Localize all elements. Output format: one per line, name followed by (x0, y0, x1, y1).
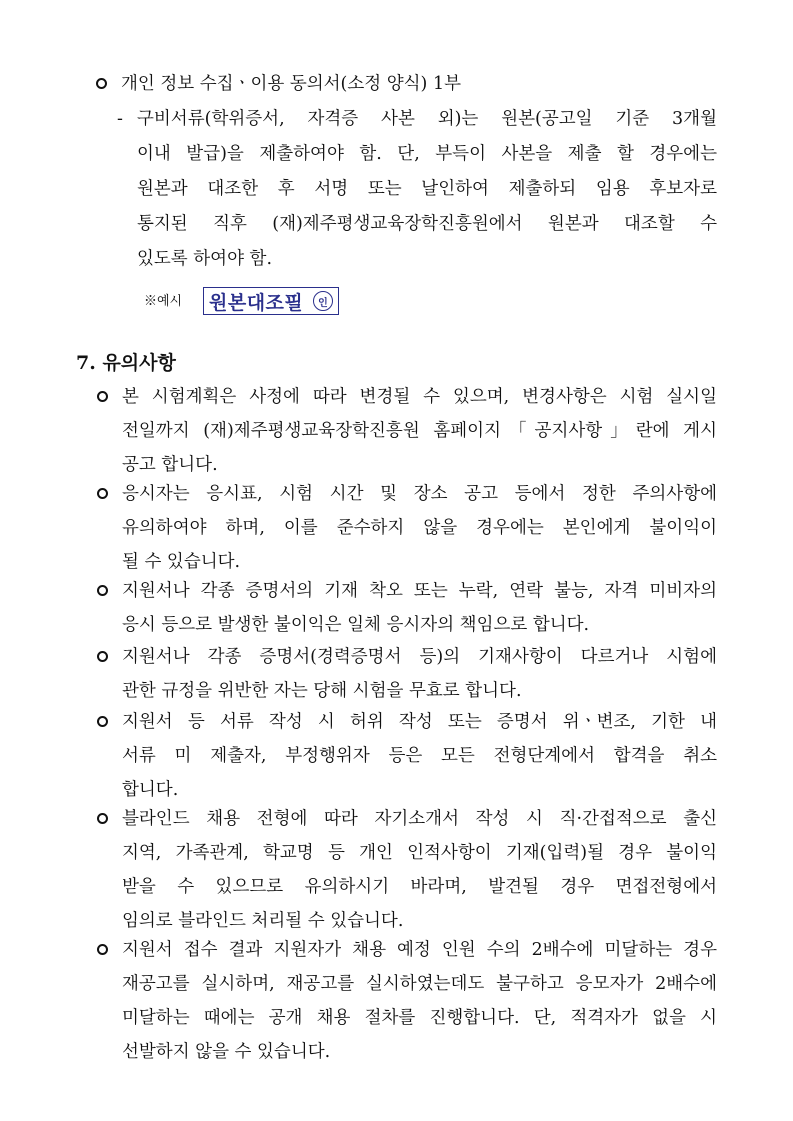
notice-6-line-2: 지역, 가족관계, 학교명 등 개인 인적사항이 기재(입력)될 경우 불이익 (122, 843, 717, 863)
dash-marker: - (117, 109, 123, 129)
hollow-bullet-icon (97, 585, 108, 596)
notice-5-line-3: 합니다. (122, 780, 179, 800)
notice-3-line-2: 응시 등으로 발생한 불이익은 일체 응시자의 책임으로 합니다. (122, 615, 590, 635)
notice-6-line-3: 받을 수 있으므로 유의하시기 바라며, 발견될 경우 면접전형에서 (122, 877, 717, 897)
section-heading: 7. 유의사항 (76, 352, 176, 374)
notice-2-line-2: 유의하여야 하며, 이를 준수하지 않을 경우에는 본인에게 불이익이 (122, 518, 717, 538)
notice-5-line-1: 지원서 등 서류 작성 시 허위 작성 또는 증명서 위ㆍ변조, 기한 내 (122, 712, 717, 732)
notice-3-line-1: 지원서나 각종 증명서의 기재 착오 또는 누락, 연락 불능, 자격 미비자의 (122, 581, 717, 601)
notice-7-line-2: 재공고를 실시하며, 재공고를 실시하였는데도 불구하고 응모자가 2배수에 (122, 974, 717, 994)
hollow-bullet-icon (97, 813, 108, 824)
example-label: ※예시 (144, 294, 183, 309)
hollow-bullet-icon (97, 391, 108, 402)
top-item-title: 개인 정보 수집ㆍ이용 동의서(소정 양식) 1부 (121, 74, 461, 94)
note-line-2: 이내 발급)을 제출하여야 함. 단, 부득이 사본을 제출 할 경우에는 (137, 144, 717, 164)
notice-1-line-1: 본 시험계획은 사정에 따라 변경될 수 있으며, 변경사항은 시험 실시일 (122, 387, 717, 407)
notice-1-line-2: 전일까지 (재)제주평생교육장학진흥원 홈페이지「공지사항」란에 게시 (122, 421, 717, 441)
hollow-bullet-icon (97, 651, 108, 662)
note-line-3: 원본과 대조한 후 서명 또는 날인하여 제출하되 임용 후보자로 (137, 179, 717, 199)
notice-5-line-2: 서류 미 제출자, 부정행위자 등은 모든 전형단계에서 합격을 취소 (122, 746, 717, 766)
notice-6-line-1: 블라인드 채용 전형에 따라 자기소개서 작성 시 직·간접적으로 출신 (122, 809, 717, 829)
note-line-1: 구비서류(학위증서, 자격증 사본 외)는 원본(공고일 기준 3개월 (137, 109, 717, 129)
notice-2-line-3: 될 수 있습니다. (122, 552, 241, 572)
hollow-bullet-icon (97, 944, 108, 955)
note-line-4: 통지된 직후 (재)제주평생교육장학진흥원에서 원본과 대조할 수 (137, 214, 717, 234)
seal-icon: 인 (313, 291, 333, 311)
notice-7-line-3: 미달하는 때에는 공개 채용 절차를 진행합니다. 단, 적격자가 없을 시 (122, 1008, 717, 1028)
original-verified-stamp (203, 287, 339, 315)
hollow-bullet-icon (96, 78, 107, 89)
notice-7-line-4: 선발하지 않을 수 있습니다. (122, 1042, 331, 1062)
notice-7-line-1: 지원서 접수 결과 지원자가 채용 예정 인원 수의 2배수에 미달하는 경우 (122, 940, 717, 960)
stamp-text: 원본대조필 (209, 291, 304, 314)
notice-2-line-1: 응시자는 응시표, 시험 시간 및 장소 공고 등에서 정한 주의사항에 (122, 484, 717, 504)
hollow-bullet-icon (97, 716, 108, 727)
notice-1-line-3: 공고 합니다. (122, 455, 218, 475)
notice-6-line-4: 임의로 블라인드 처리될 수 있습니다. (122, 911, 404, 931)
notice-4-line-1: 지원서나 각종 증명서(경력증명서 등)의 기재사항이 다르거나 시험에 (122, 647, 717, 667)
hollow-bullet-icon (97, 488, 108, 499)
note-line-5: 있도록 하여야 함. (137, 249, 273, 269)
notice-4-line-2: 관한 규정을 위반한 자는 당해 시험을 무효로 합니다. (122, 681, 522, 701)
